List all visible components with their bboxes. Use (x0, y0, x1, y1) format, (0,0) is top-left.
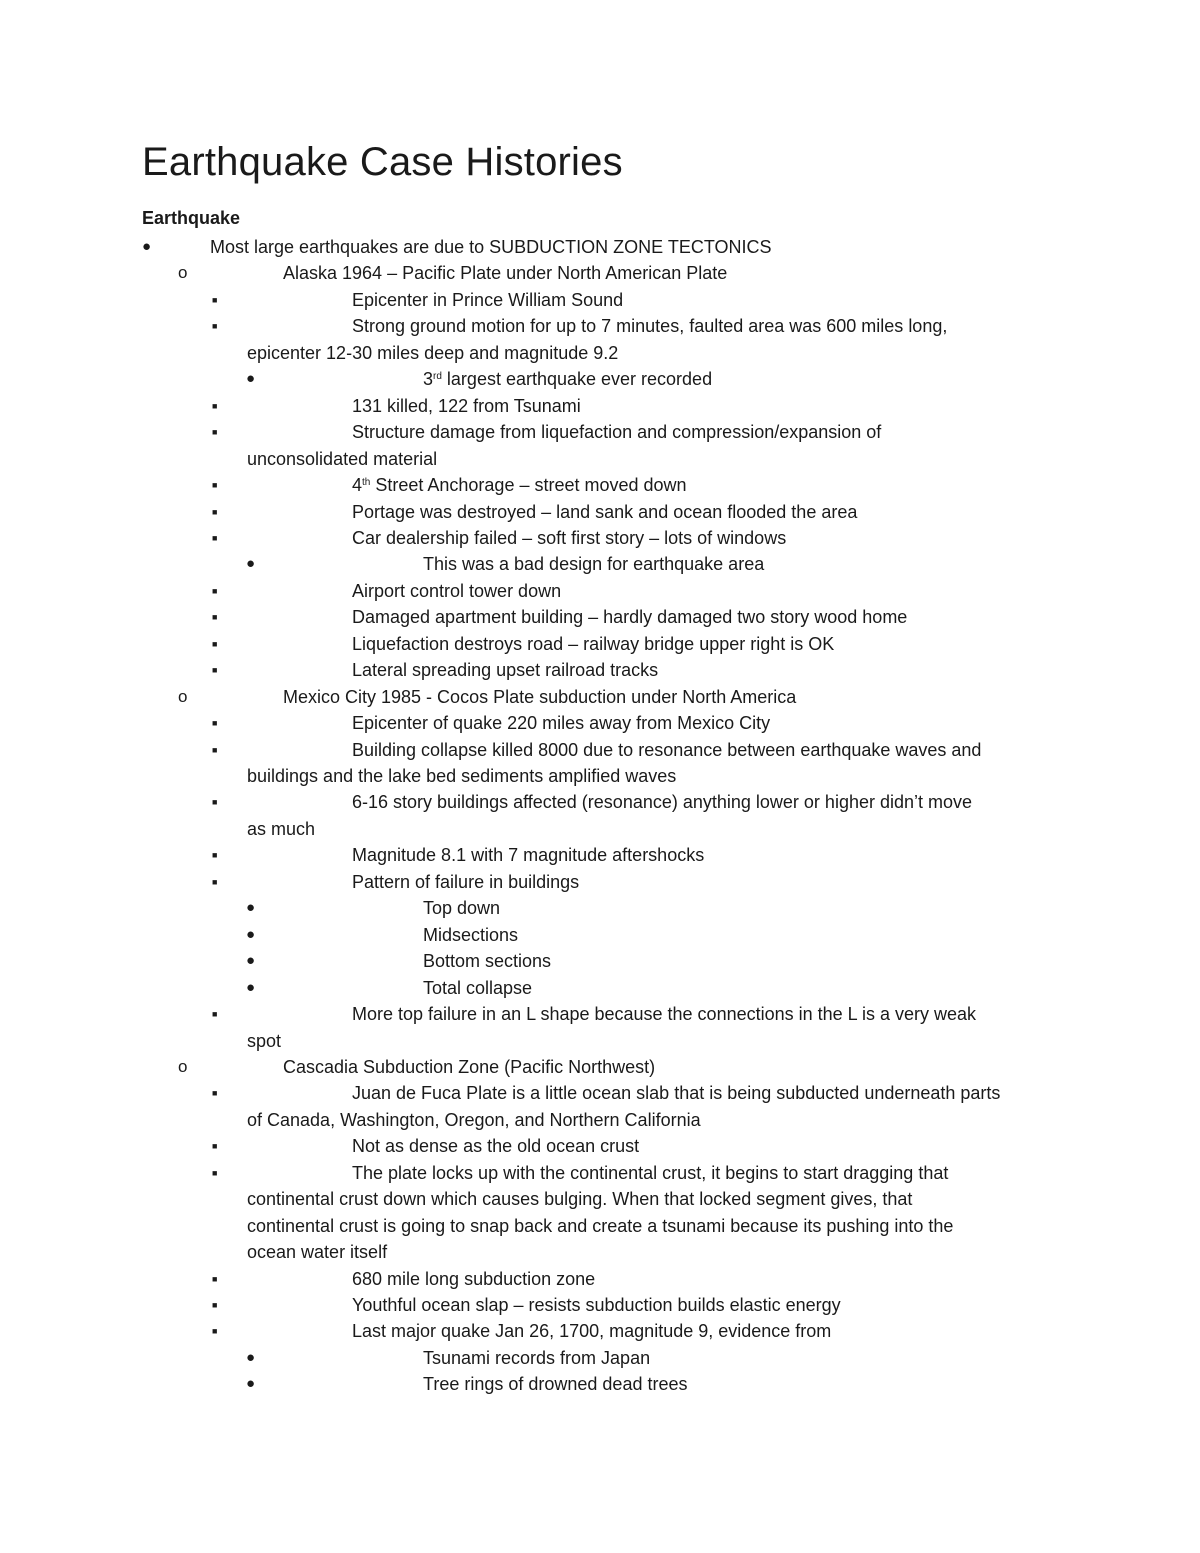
bullet-marker-icon: ● (246, 978, 256, 996)
page-title: Earthquake Case Histories (142, 140, 623, 184)
bullet-marker-icon: ■ (212, 1326, 218, 1337)
bullet-marker-icon: ● (246, 1375, 256, 1393)
list-item: 131 killed, 122 from Tsunami (352, 395, 581, 416)
list-item: Epicenter of quake 220 miles away from Mexico City (352, 713, 771, 734)
bullet-marker-icon: ■ (212, 480, 218, 491)
list-item: 3rd largest earthquake ever recorded (423, 369, 713, 390)
list-item: 4th Street Anchorage – street moved down (352, 475, 687, 496)
bullet-marker-icon: o (178, 263, 188, 283)
bullet-marker-icon: ■ (212, 506, 218, 517)
list-item: The plate locks up with the continental crust, it begins to start dragging that (352, 1162, 949, 1183)
section-heading: Earthquake (142, 208, 241, 228)
bullet-marker-icon: ■ (212, 427, 218, 438)
list-item: Last major quake Jan 26, 1700, magnitude 9, evidence from (352, 1321, 832, 1342)
list-item: Bottom sections (423, 951, 552, 972)
list-item: More top failure in an L shape because the connections in the L is a very weak (352, 1004, 977, 1025)
list-item: Structure damage from liquefaction and compression/expansion of (352, 422, 882, 443)
bullet-marker-icon: ■ (212, 612, 218, 623)
bullet-marker-icon: ■ (212, 1088, 218, 1099)
bullet-marker-icon: ■ (212, 850, 218, 861)
bullet-marker-icon: ● (142, 238, 152, 255)
bullet-marker-icon: ■ (212, 400, 218, 411)
bullet-marker-icon: o (178, 1056, 188, 1076)
list-item: Most large earthquakes are due to SUBDUCTION ZONE TECTONICS (210, 237, 772, 257)
list-item: Not as dense as the old ocean crust (352, 1136, 640, 1157)
bullet-marker-icon: ■ (212, 585, 218, 596)
list-item: Epicenter in Prince William Sound (352, 289, 624, 310)
bullet-marker-icon: ■ (212, 1009, 218, 1020)
bullet-marker-icon: ● (246, 370, 256, 388)
list-item-continuation: continental crust down which causes bulging. When that locked segment gives, that (247, 1189, 913, 1210)
list-item: Building collapse killed 8000 due to resonance between earthquake waves and (352, 739, 982, 760)
list-item: Alaska 1964 – Pacific Plate under North American Plate (283, 263, 728, 284)
bullet-marker-icon: ■ (212, 1273, 218, 1284)
bullet-marker-icon: ● (246, 899, 256, 917)
list-item: Magnitude 8.1 with 7 magnitude aftershocks (352, 845, 705, 866)
list-item: Lateral spreading upset railroad tracks (352, 660, 659, 681)
bullet-marker-icon: ● (246, 952, 256, 970)
bullet-marker-icon: ■ (212, 744, 218, 755)
bullet-marker-icon: ● (246, 925, 256, 943)
list-item: This was a bad design for earthquake area (423, 554, 765, 575)
bullet-marker-icon: ■ (212, 876, 218, 887)
bullet-marker-icon: ■ (212, 1300, 218, 1310)
list-item: Strong ground motion for up to 7 minutes, faulted area was 600 miles long, (352, 316, 948, 337)
list-item: 680 mile long subduction zone (352, 1268, 596, 1289)
list-item: Top down (423, 898, 501, 919)
list-item: Portage was destroyed – land sank and ocean flooded the area (352, 501, 858, 522)
bullet-marker-icon: ■ (212, 1141, 218, 1152)
bullet-marker-icon: ■ (212, 294, 218, 305)
bullet-marker-icon: ■ (212, 321, 218, 332)
list-item-continuation: continental crust is going to snap back and create a tsunami because its pushing into the (247, 1215, 954, 1236)
bullet-marker-icon: ■ (212, 638, 218, 649)
list-item: Airport control tower down (352, 580, 562, 601)
list-item: Juan de Fuca Plate is a little ocean slab that is being subducted underneath parts (352, 1083, 1001, 1104)
list-item: 6-16 story buildings affected (resonance) anything lower or higher didn’t move (352, 792, 973, 813)
list-item: Car dealership failed – soft first story – lots of windows (352, 527, 787, 548)
list-item: Total collapse (423, 977, 533, 998)
bullet-marker-icon: ■ (212, 665, 218, 676)
list-item: Liquefaction destroys road – railway bridge upper right is OK (352, 633, 835, 654)
list-item-continuation: unconsolidated material (247, 448, 438, 469)
list-item-continuation: ocean water itself (247, 1242, 388, 1263)
bullet-marker-icon: ■ (212, 718, 218, 729)
list-item: Mexico City 1985 - Cocos Plate subduction under North America (283, 686, 797, 707)
bullet-marker-icon: o (178, 686, 188, 706)
list-item-continuation: epicenter 12-30 miles deep and magnitude 9.2 (247, 342, 619, 363)
list-item: Damaged apartment building – hardly damaged two story wood home (352, 607, 908, 628)
bullet-marker-icon: ■ (212, 797, 218, 808)
list-item-continuation: buildings and the lake bed sediments amplified waves (247, 766, 677, 786)
bullet-marker-icon: ● (246, 555, 256, 573)
list-item: Youthful ocean slap – resists subduction builds elastic energy (352, 1295, 841, 1315)
list-item: Tsunami records from Japan (423, 1347, 651, 1368)
bullet-marker-icon: ■ (212, 532, 218, 543)
list-item-continuation: of Canada, Washington, Oregon, and Northern California (247, 1109, 701, 1130)
list-item-continuation: spot (247, 1030, 282, 1051)
list-item: Pattern of failure in buildings (352, 871, 580, 892)
bullet-marker-icon: ■ (212, 1167, 218, 1178)
list-item-continuation: as much (247, 818, 316, 839)
list-item: Cascadia Subduction Zone (Pacific Northwest) (283, 1056, 656, 1077)
bullet-marker-icon: ● (246, 1348, 256, 1366)
list-item: Midsections (423, 924, 519, 945)
list-item: Tree rings of drowned dead trees (423, 1374, 688, 1395)
